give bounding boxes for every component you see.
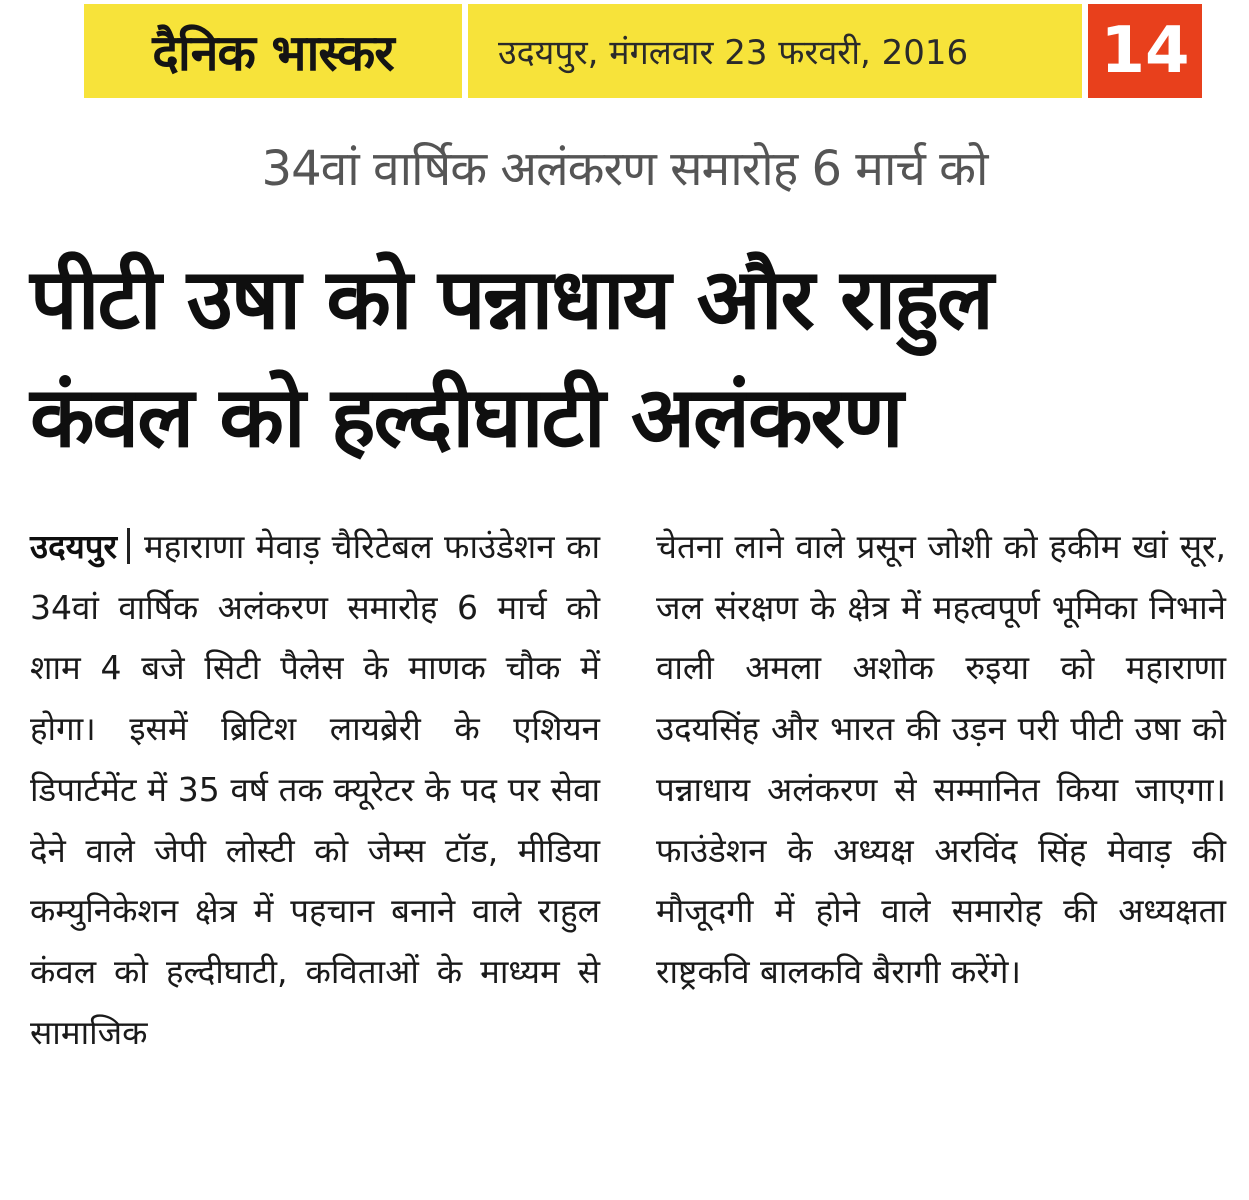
article-column-left [30, 517, 600, 1063]
article-kicker: 34वां वार्षिक अलंकरण समारोह 6 मार्च को [261, 141, 988, 197]
article-column-right [656, 517, 1226, 1003]
article-body-right: चेतना लाने वाले प्रसून जोशी को हकीम खां सूर, जल संरक्षण के क्षेत्र में महत्वपूर्ण भूमिका निभाने वाली अमला अशोक रुइया को महाराणा उदयसिंह और भारत की उड़न परी पीटी उषा को पन्नाधाय अलंकरण से सम्मानित किया जाएगा। फाउंडेशन के अध्यक्ष अरविंद सिंह मेवाड़ की मौजूदगी में होने वाले समारोह की अध्यक्षता राष्ट्रकवि बालकवि बैरागी करेंगे। [656, 527, 1226, 991]
masthead-logo: दैनिक भास्कर [84, 4, 462, 98]
newspaper-header [84, 4, 1202, 98]
article-place: उदयपुर [30, 527, 117, 566]
edition-dateline: उदयपुर, मंगलवार 23 फरवरी, 2016 [468, 4, 1082, 98]
headline-line-2: कंवल को हल्दीघाटी अलंकरण [30, 368, 902, 466]
headline-line-1: पीटी उषा को पन्नाधाय और राहुल [30, 250, 992, 348]
article-headline [30, 240, 1230, 476]
place-separator [127, 528, 130, 564]
page-number: 14 [1088, 4, 1202, 98]
article-body-left: महाराणा मेवाड़ चैरिटेबल फाउंडेशन का 34वां वार्षिक अलंकरण समारोह 6 मार्च को शाम 4 बजे सिटी पैलेस के माणक चौक में होगा। इसमें ब्रिटिश लायब्रेरी के एशियन डिपार्टमेंट में 35 वर्ष तक क्यूरेटर के पद पर सेवा देने वाले जेपी लोस्टी को जेम्स टॉड, मीडिया कम्युनिकेशन क्षेत्र में पहचान बनाने वाले राहुल कंवल को हल्दीघाटी, कविताओं के माध्यम से सामाजिक [30, 527, 600, 1052]
